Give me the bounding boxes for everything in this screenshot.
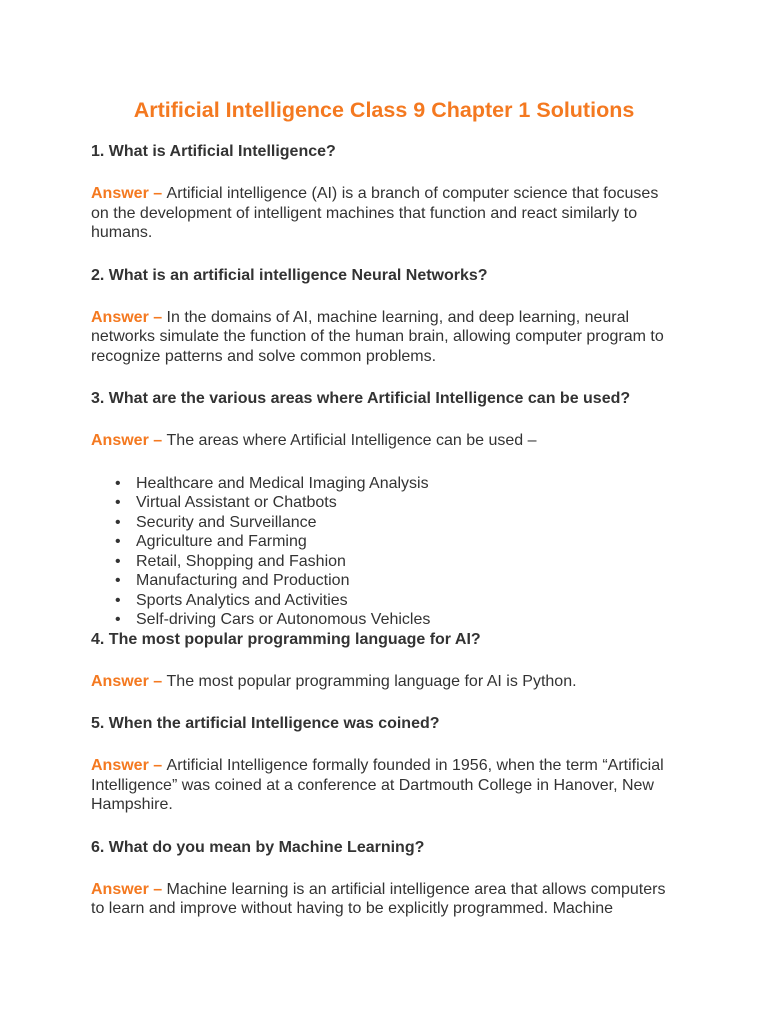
answer-line bbox=[91, 308, 768, 328]
answer-line: on the development of intelligent machines that function and react similarly to bbox=[91, 204, 638, 222]
answer-6 bbox=[91, 880, 768, 919]
answer-line: recognize patterns and solve common problems. bbox=[91, 347, 437, 365]
qa-content bbox=[91, 142, 768, 919]
list-item: • Agriculture and Farming bbox=[136, 532, 768, 552]
list-item: • Manufacturing and Production bbox=[136, 571, 768, 591]
answer-line bbox=[91, 672, 768, 692]
answer-text: The most popular programming language for AI is Python. bbox=[166, 672, 577, 690]
list-item: • Self-driving Cars or Autonomous Vehicles bbox=[136, 610, 768, 630]
list-item: • Security and Surveillance bbox=[136, 513, 768, 533]
answer-line bbox=[91, 880, 768, 900]
answer-line: to learn and improve without having to be explicitly programmed. Machine bbox=[91, 900, 614, 918]
answer-2 bbox=[91, 308, 768, 367]
page-title: Artificial Intelligence Class 9 Chapter 1 Solutions bbox=[133, 98, 635, 122]
answer-label: Answer – bbox=[91, 432, 163, 450]
answer-line: Intelligence” was coined at a conference at Dartmouth College in Hanover, New bbox=[91, 776, 654, 794]
answer-line: networks simulate the function of the human brain, allowing computer program to bbox=[91, 328, 664, 346]
answer-line: humans. bbox=[91, 224, 153, 242]
list-item: • Healthcare and Medical Imaging Analysis bbox=[136, 474, 768, 494]
answer-label: Answer – bbox=[91, 308, 163, 326]
answer-label: Answer – bbox=[91, 880, 163, 898]
question-6: 6. What do you mean by Machine Learning? bbox=[91, 838, 425, 856]
ai-areas-list bbox=[91, 474, 768, 630]
answer-text: Artificial intelligence (AI) is a branch of computer science that focuses bbox=[166, 185, 659, 203]
question-1: 1. What is Artificial Intelligence? bbox=[91, 143, 336, 160]
answer-text: Machine learning is an artificial intelligence area that allows computers bbox=[166, 880, 666, 898]
question-2: 2. What is an artificial intelligence Neural Networks? bbox=[91, 266, 488, 284]
answer-label: Answer – bbox=[91, 757, 163, 775]
list-item: • Virtual Assistant or Chatbots bbox=[136, 493, 768, 513]
answer-text: In the domains of AI, machine learning, and deep learning, neural bbox=[166, 308, 630, 326]
answer-line bbox=[91, 431, 768, 451]
answer-text: The areas where Artificial Intelligence can be used – bbox=[166, 432, 537, 450]
answer-text: Artificial Intelligence formally founded in 1956, when the term “Artificial bbox=[166, 757, 664, 775]
answer-line bbox=[91, 756, 768, 776]
answer-label: Answer – bbox=[91, 672, 163, 690]
answer-line: Hampshire. bbox=[91, 796, 173, 814]
question-4: 4. The most popular programming language for AI? bbox=[91, 630, 481, 648]
answer-1 bbox=[91, 184, 768, 243]
list-item: • Sports Analytics and Activities bbox=[136, 591, 768, 611]
answer-3 bbox=[91, 431, 768, 451]
answer-label: Answer – bbox=[91, 185, 163, 203]
question-5: 5. When the artificial Intelligence was coined? bbox=[91, 715, 440, 732]
question-3: 3. What are the various areas where Artificial Intelligence can be used? bbox=[91, 390, 631, 407]
answer-5 bbox=[91, 756, 768, 815]
answer-4 bbox=[91, 672, 768, 692]
answer-line bbox=[91, 184, 768, 204]
list-item: • Retail, Shopping and Fashion bbox=[136, 552, 768, 572]
